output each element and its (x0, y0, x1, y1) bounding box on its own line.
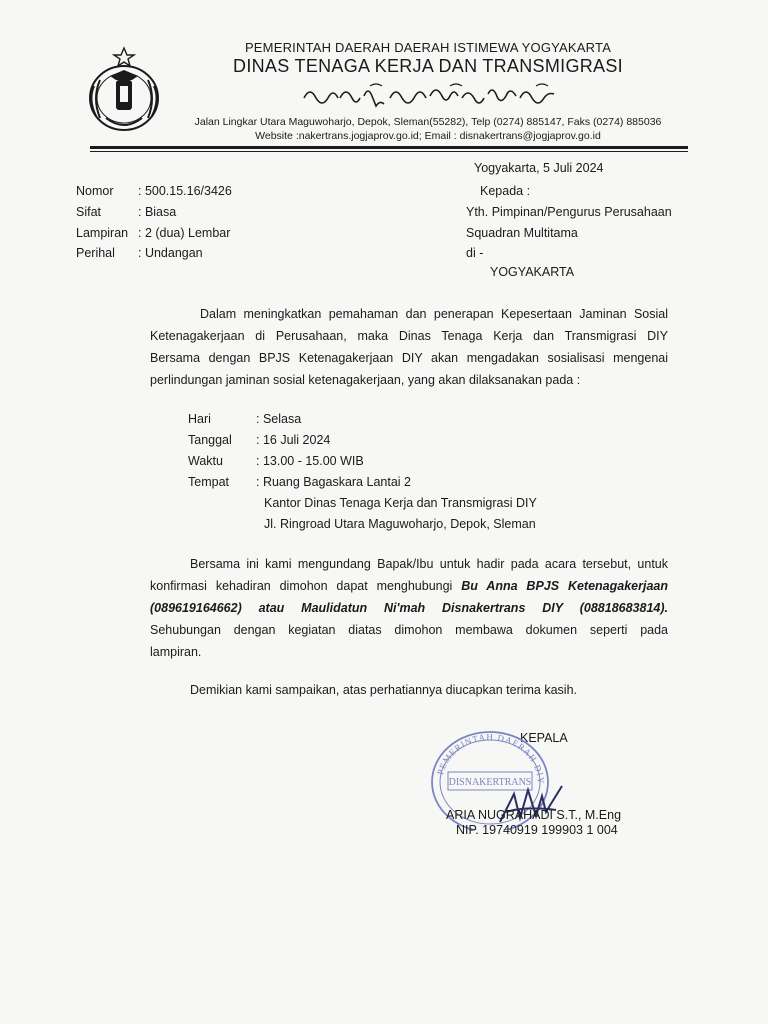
agency-address: Jalan Lingkar Utara Maguwoharjo, Depok, Sleman(55282), Telp (0274) 885147, Faks (0274) 885036 (194, 116, 662, 128)
event-value-hari: : Selasa (256, 412, 302, 426)
event-venue-line2: Kantor Dinas Tenaga Kerja dan Transmigrasi DIY (264, 496, 537, 510)
meta-value-nomor: : 500.15.16/3426 (138, 184, 232, 198)
letterhead-rule-thick (90, 146, 688, 149)
event-value-tanggal: : 16 Juli 2024 (256, 433, 331, 447)
javanese-script-graphic (300, 82, 560, 110)
p2-line4: Sehubungan dengan kegiatan diatas dimohon membawa dokumen seperti pada (150, 623, 668, 637)
p1-line3: Bersama dengan BPJS Ketenagakerjaan DIY akan mengadakan sosialisasi mengenai (150, 351, 668, 365)
contact-numbers: (089619164662) atau Maulidatun Ni'mah Disnakertrans DIY (08818683814). (150, 601, 668, 615)
event-label-tempat: Tempat (188, 475, 229, 489)
stamp-center-text: DISNAKERTRANS (448, 777, 532, 788)
p2-line2-text: konfirmasi kehadiran dimohon dapat menghubungi (150, 579, 462, 593)
body-paragraph-2 (150, 553, 668, 663)
event-label-tanggal: Tanggal (188, 433, 232, 447)
meta-value-sifat: : Biasa (138, 205, 177, 219)
recipient-di: di - (466, 246, 484, 260)
contact-bpjs: Bu Anna BPJS Ketenagakerjaan (461, 579, 668, 593)
recipient-kepada: Kepada : (480, 184, 531, 198)
meta-value-perihal: : Undangan (138, 246, 203, 260)
event-value-tempat: : Ruang Bagaskara Lantai 2 (256, 475, 411, 489)
government-name: PEMERINTAH DAERAH DAERAH ISTIMEWA YOGYAKARTA (244, 40, 612, 55)
p2-line1: Bersama ini kami mengundang Bapak/Ibu untuk hadir pada acara tersebut, untuk (190, 557, 668, 571)
signatory-name: ARIA NUGRAHADI S.T., M.Eng (446, 808, 622, 822)
event-venue-line3: Jl. Ringroad Utara Maguwoharjo, Depok, Sleman (264, 517, 536, 531)
meta-label-sifat: Sifat (76, 205, 102, 219)
event-label-waktu: Waktu (188, 454, 223, 468)
body-paragraph-1 (150, 303, 668, 391)
signatory-nip: NIP. 19740919 199903 1 004 (456, 823, 618, 837)
closing-sentence: Demikian kami sampaikan, atas perhatiannya diucapkan terima kasih. (190, 683, 577, 697)
meta-label-perihal: Perihal (76, 246, 115, 260)
event-value-waktu: : 13.00 - 15.00 WIB (256, 454, 364, 468)
letterhead-rule-thin (90, 151, 688, 152)
event-label-hari: Hari (188, 412, 211, 426)
p1-line4: perlindungan jaminan sosial ketenagakerjaan, yang akan dilaksanakan pada : (150, 373, 581, 387)
meta-label-lampiran: Lampiran (76, 226, 129, 240)
crest-icon (86, 46, 162, 132)
p2-line2 (150, 575, 668, 597)
signatory-title: KEPALA (520, 731, 568, 745)
agency-website-email: Website :nakertrans.jogjaprov.go.id; Email : disnakertrans@jogjaprov.go.id (255, 130, 601, 142)
recipient-company: Squadran Multitama (466, 226, 578, 240)
recipient-line1: Yth. Pimpinan/Pengurus Perusahaan (466, 205, 672, 219)
p1-line2: Ketenagakerjaan di Perusahaan, maka Dinas Tenaga Kerja dan Transmigrasi DIY (150, 329, 668, 343)
p2-line5: lampiran. (150, 645, 202, 659)
recipient-city: YOGYAKARTA (490, 265, 575, 279)
letter-date: Yogyakarta, 5 Juli 2024 (474, 161, 604, 175)
meta-value-lampiran: : 2 (dua) Lembar (138, 226, 231, 240)
p1-line1: Dalam meningkatkan pemahaman dan penerapan Kepesertaan Jaminan Sosial (200, 307, 668, 321)
agency-name: DINAS TENAGA KERJA DAN TRANSMIGRASI (233, 56, 623, 76)
stamp-top-text: PEMERINTAH DAERAH DIY (435, 731, 547, 785)
meta-label-nomor: Nomor (76, 184, 114, 198)
